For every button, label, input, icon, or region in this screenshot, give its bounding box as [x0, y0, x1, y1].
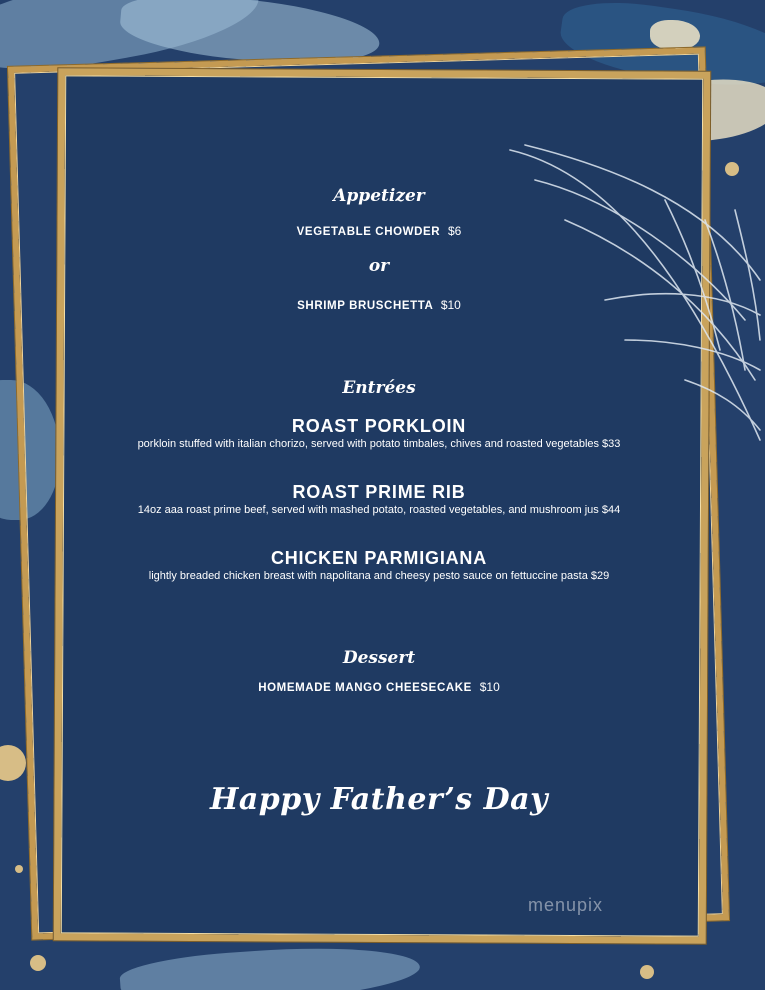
dessert-heading: Dessert: [342, 648, 416, 668]
appetizer-item-1-price: $6: [447, 224, 462, 238]
gold-dot: [30, 955, 46, 971]
appetizer-item-1-name: VEGETABLE CHOWDER: [296, 226, 441, 238]
paint-stroke: [650, 20, 700, 50]
entree-name: ROAST PORKLOIN: [291, 416, 467, 436]
paint-stroke: [119, 940, 422, 990]
gold-dot: [15, 865, 23, 873]
appetizer-heading: Appetizer: [333, 186, 425, 206]
appetizer-item-2-price: $10: [440, 298, 461, 312]
gold-dot: [0, 745, 26, 781]
entree-description: 14oz aaa roast prime beef, served with mashed potato, roasted vegetables, and mushroom jus $44: [137, 504, 621, 516]
appetizer-item-2: [64, 298, 694, 312]
dessert-item-price: $10: [479, 680, 500, 694]
appetizer-item-2-name: SHRIMP BRUSCHETTA: [297, 300, 434, 312]
appetizer-item-1: [64, 224, 694, 238]
entree-name: ROAST PRIME RIB: [292, 482, 466, 502]
fathers-day-greeting: Happy Father’s Day: [209, 782, 549, 817]
dessert-item-name: HOMEMADE MANGO CHEESECAKE: [258, 682, 472, 694]
entree-name: CHICKEN PARMIGIANA: [270, 548, 488, 568]
gold-dot: [640, 965, 654, 979]
dessert-item: [64, 680, 694, 694]
or-separator: or: [368, 256, 390, 276]
menu-card: [64, 70, 694, 930]
entrees-heading: Entrées: [342, 378, 416, 398]
menupix-watermark: menupix: [528, 895, 604, 915]
entree-description: porkloin stuffed with italian chorizo, served with potato timbales, chives and roasted vegetables $33: [137, 438, 621, 450]
entree-description: lightly breaded chicken breast with napolitana and cheesy pesto sauce on fettuccine pasta $29: [148, 570, 610, 582]
